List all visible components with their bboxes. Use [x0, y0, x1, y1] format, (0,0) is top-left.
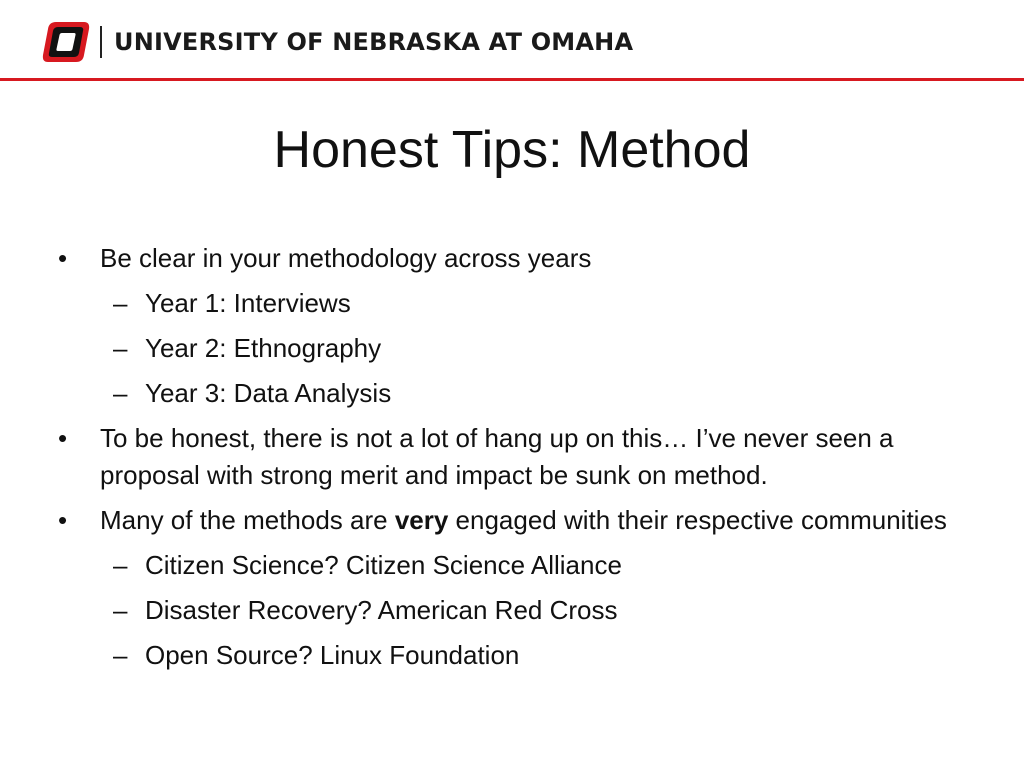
sub-item — [58, 285, 978, 322]
sub-item-text: Year 3: Data Analysis — [145, 378, 392, 408]
header-bar — [0, 0, 1024, 78]
sub-item — [58, 330, 978, 367]
bullet-text-before: Many of the methods are — [100, 505, 395, 535]
sub-item — [58, 375, 978, 412]
sub-item-text: Year 2: Ethnography — [145, 333, 382, 363]
bullet-item — [58, 420, 978, 494]
bullet-item — [58, 240, 978, 277]
bullet-marker: • — [58, 423, 68, 453]
bullet-text-after: engaged with their respective communities — [448, 505, 947, 535]
sub-item-text: Disaster Recovery? American Red Cross — [145, 595, 618, 625]
sub-item-text: Year 1: Interviews — [145, 288, 351, 318]
bullet-marker: • — [58, 505, 68, 535]
dash-marker: – — [113, 550, 128, 580]
sub-item-text: Open Source? Linux Foundation — [145, 640, 520, 670]
slide-title: Honest Tips: Method — [273, 121, 751, 179]
bullet-item — [58, 502, 978, 539]
slide-content — [58, 240, 978, 682]
bullet-marker: • — [58, 243, 68, 273]
dash-marker: – — [113, 333, 128, 363]
sub-item-text: Citizen Science? Citizen Science Alliance — [145, 550, 622, 580]
dash-marker: – — [113, 595, 128, 625]
bullet-text-emphasis: very — [394, 505, 449, 535]
header-red-rule — [0, 78, 1024, 81]
sub-item — [58, 547, 978, 584]
uno-logo-icon — [40, 20, 90, 64]
dash-marker: – — [113, 288, 128, 318]
sub-item — [58, 592, 978, 629]
dash-marker: – — [113, 378, 128, 408]
sub-item — [58, 637, 978, 674]
logo-divider — [100, 26, 102, 58]
dash-marker: – — [113, 640, 128, 670]
university-name: UNIVERSITY OF NEBRASKA AT OMAHA — [114, 28, 634, 56]
bullet-text: Be clear in your methodology across years — [100, 243, 592, 273]
bullet-text: To be honest, there is not a lot of hang up on this… I’ve never seen a proposal with strong merit and impact be sunk on method. — [100, 423, 894, 490]
